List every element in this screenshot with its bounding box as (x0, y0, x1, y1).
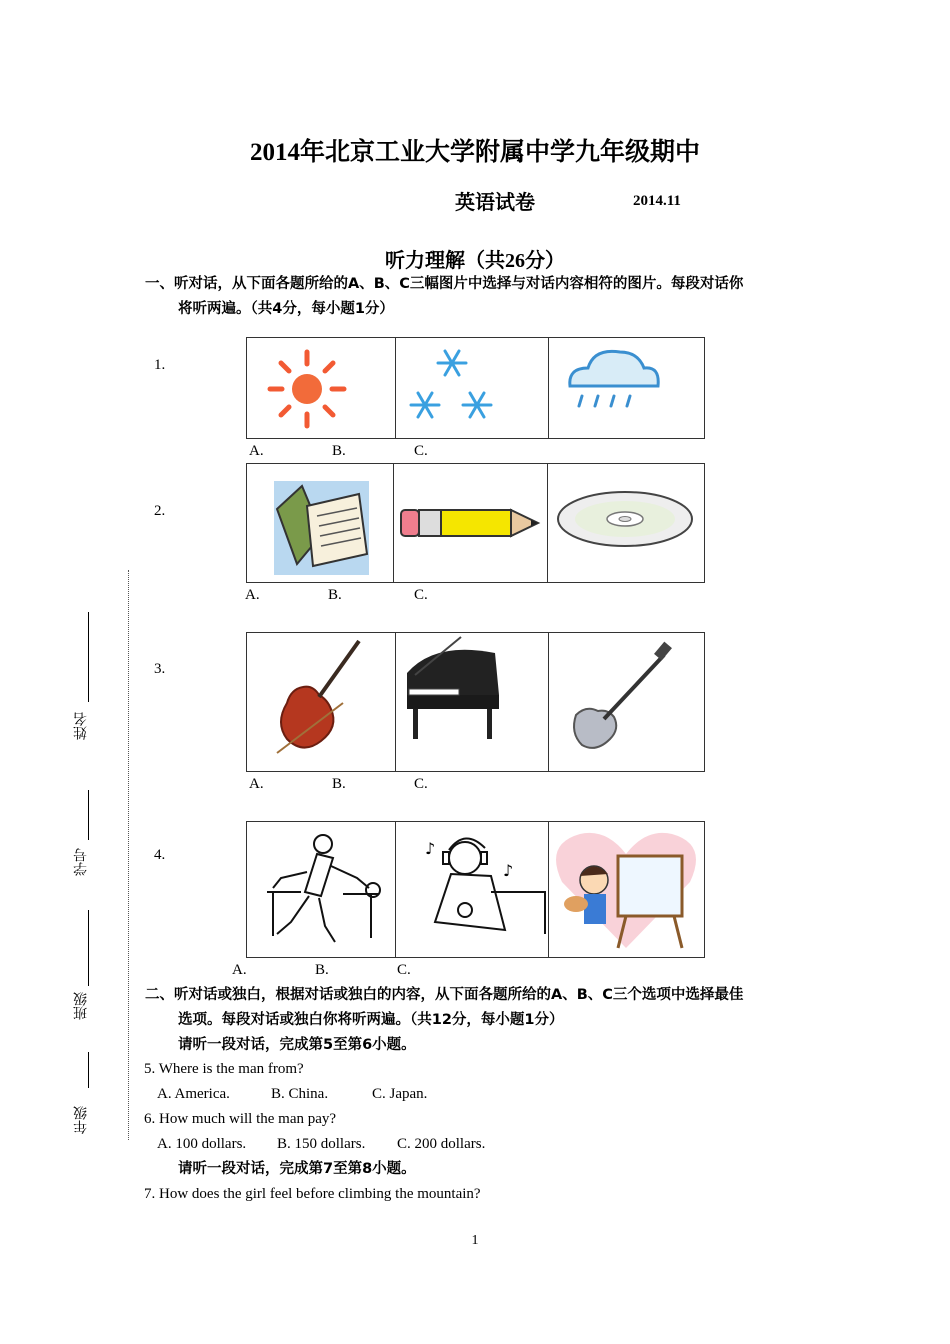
option-c-label: C. (397, 962, 411, 978)
option-a-label: A. (249, 776, 264, 792)
option-a-picture (247, 464, 394, 582)
option-a-label: A. (232, 962, 247, 978)
part2-instruction-line1: 二、听对话或独白，根据对话或独白的内容，从下面各题所给的A、B、C三个选项中选择最佳 (145, 987, 744, 1003)
page-number: 1 (471, 1233, 479, 1248)
picture-row-q3 (246, 632, 705, 772)
svg-text:♪: ♪ (425, 839, 436, 858)
question-6-option-c: C. 200 dollars. (397, 1136, 486, 1152)
svg-text:♪: ♪ (503, 861, 514, 880)
part1-instruction-line2: 将听两遍。（共4分，每小题1分） (178, 301, 394, 317)
dialogue-instruction: 请听一段对话，完成第7至第8小题。 (178, 1161, 416, 1177)
section-title: 听力理解（共26分） (385, 250, 565, 272)
picture-row-q2 (246, 463, 705, 583)
class-label: 班级 (73, 992, 89, 1020)
ping-pong-player-icon (247, 822, 395, 957)
question-5-option-a: A. America. (157, 1086, 230, 1102)
option-b-label: B. (332, 443, 346, 459)
name-label: 姓名 (73, 712, 89, 740)
option-c-picture (548, 633, 704, 771)
question-6-option-a: A. 100 dollars. (157, 1136, 247, 1152)
option-b-label: B. (328, 587, 342, 603)
option-b-picture (395, 338, 549, 438)
question-number: 2. (154, 503, 166, 519)
music-listener-icon (395, 822, 548, 957)
question-number: 1. (154, 357, 166, 373)
electric-guitar-icon (548, 633, 704, 771)
part2-instruction-line2: 选项。每段对话或独白你将听两遍。（共12分，每小题1分） (178, 1012, 564, 1028)
dialogue-instruction: 请听一段对话，完成第5至第6小题。 (178, 1037, 416, 1053)
option-c-picture (547, 464, 704, 582)
question-6: 6. How much will the man pay? (144, 1111, 337, 1127)
exam-date: 2014.11 (633, 193, 681, 209)
option-a-picture (247, 822, 396, 957)
option-b-label: B. (315, 962, 329, 978)
name-blank-line (88, 612, 89, 702)
student-id-label: 学号 (73, 848, 89, 876)
sun-icon (247, 338, 395, 438)
option-a-label: A. (249, 443, 264, 459)
option-b-picture (395, 633, 549, 771)
question-5: 5. Where is the man from? (144, 1061, 304, 1077)
option-a-picture (247, 338, 396, 438)
question-5-option-c: C. Japan. (372, 1086, 428, 1102)
cello-icon (247, 633, 395, 771)
option-c-label: C. (414, 443, 428, 459)
option-c-picture (548, 822, 704, 957)
piano-icon (395, 633, 548, 771)
question-number: 3. (154, 661, 166, 677)
pencil-icon (393, 464, 547, 582)
binding-dotted-line (128, 570, 129, 1140)
option-b-picture (395, 822, 549, 957)
question-7: 7. How does the girl feel before climbing the mountain? (144, 1186, 481, 1202)
option-a-label: A. (245, 587, 260, 603)
picture-row-q4 (246, 821, 705, 958)
grade-label: 年级 (73, 1106, 89, 1134)
option-b-label: B. (332, 776, 346, 792)
student-id-blank-line (88, 790, 89, 840)
cd-icon (547, 464, 704, 582)
class-blank-line (88, 910, 89, 986)
picture-row-q1 (246, 337, 705, 439)
option-a-picture (247, 633, 396, 771)
part1-instruction-line1: 一、听对话，从下面各题所给的A、B、C三幅图片中选择与对话内容相符的图片。每段对话你 (145, 276, 744, 292)
exam-title: 2014年北京工业大学附属中学九年级期中 (249, 139, 700, 166)
snowflakes-icon (395, 338, 548, 438)
exam-subtitle: 英语试卷 (455, 192, 535, 214)
grade-blank-line (88, 1052, 89, 1088)
rain-cloud-icon (548, 338, 704, 438)
option-c-label: C. (414, 776, 428, 792)
notebook-icon (247, 464, 393, 582)
painter-boy-icon (548, 822, 704, 957)
question-6-option-b: B. 150 dollars. (277, 1136, 366, 1152)
question-number: 4. (154, 847, 166, 863)
option-b-picture (393, 464, 548, 582)
question-5-option-b: B. China. (271, 1086, 329, 1102)
option-c-picture (548, 338, 704, 438)
option-c-label: C. (414, 587, 428, 603)
